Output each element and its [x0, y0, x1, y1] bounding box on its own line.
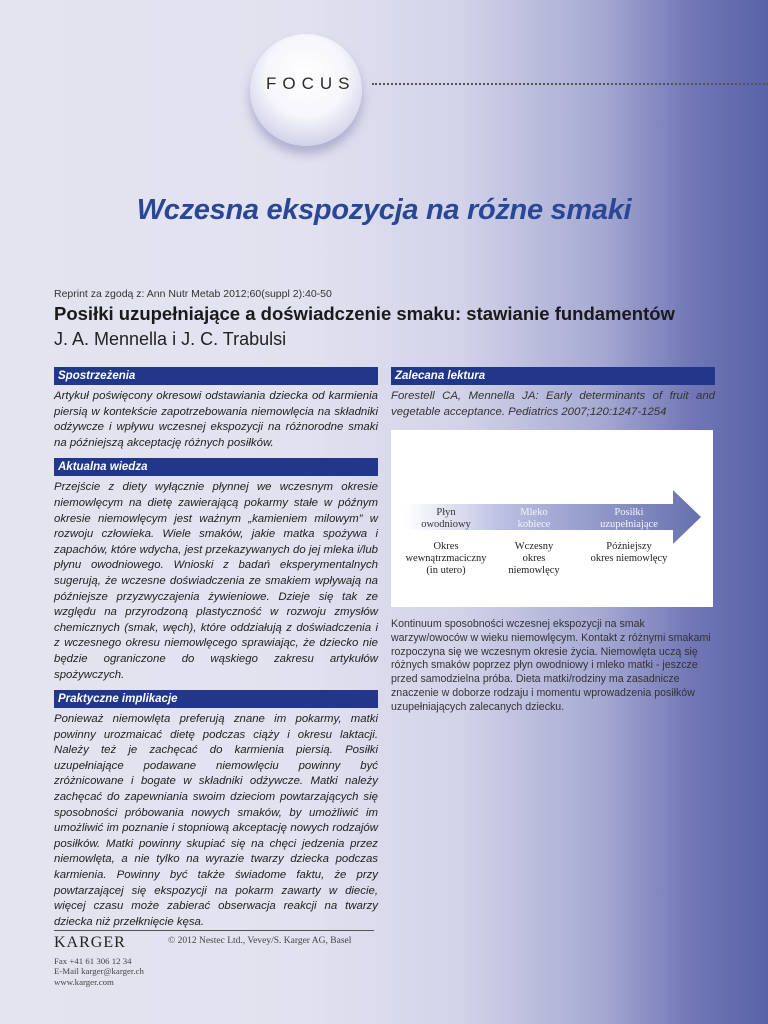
stage-2-bottom-line3: niemowlęcy — [508, 565, 560, 576]
stage-3-top — [589, 507, 669, 531]
stage-1-top-line2: owodniowy — [421, 519, 471, 530]
right-column — [391, 367, 715, 420]
section-heading-reading: Zalecana lektura — [391, 367, 715, 385]
stage-3-bottom-line1: Późniejszy — [606, 541, 652, 552]
section-text-observations: Artykuł poświęcony okresowi odstawiania dziecka od karmienia piersią w kontekście zapotrzebowania niemowlęcia na składniki odżywcze i wpływu wczesnej ekspozycji na różnorodne smaki na późniejszą akceptację różnych posiłków. — [54, 390, 378, 449]
figure-caption: Kontinuum sposobności wczesnej ekspozycji na smak warzyw/owoców w wieku niemowlęcym. Kontakt z różnymi smakami rozpoczyna się we wczesnym okresie życia. Niemowlęta uczą się różnych smaków poprzez płyn owodniowy i mleko matki - jeszcze przed samodzielna próba. Dieta matki/rodziny ma zasadnicze znaczenie w doborze rodzaju i momentu wprowadzenia posiłków uzupełniających zalecanych dziecku. — [391, 618, 711, 713]
stage-2-bottom-line1: Wczesny — [514, 541, 554, 552]
page-title: Wczesna ekspozycja na różne smaki — [136, 194, 632, 226]
stage-3-top-line2: uzupełniające — [600, 519, 658, 530]
section-heading-current-knowledge: Aktualna wiedza — [54, 458, 378, 476]
publisher-contact — [54, 956, 144, 987]
contact-fax: Fax +41 61 306 12 34 — [54, 956, 132, 966]
section-text-current-knowledge: Przejście z diety wyłącznie płynnej we wczesnym okresie niemowlęcym na dietę zawierającą pokarmy stałe w późnym okresie niemowlęcym jest ważnym „kamieniem milowym” w rozwoju człowieka. Wiele smaków, jakie matka spożywa i zapachów, które wdycha, jest przekazywanych do jej mleka i/lub płynu owodniowego. Wnioski z badań eksperymentalnych sugerują, że wczesne doświadczenia ze smakiem wpływają na późniejsze przyzwyczajenia żywieniowe. Dzieje się tak ze względu na przyrodzoną plastyczność w rozwoju zmysłów chemicznych (smak, węch), które oddziałują z doświadczenia i z wczesnego okresu niemowlęcego sprawiając, że dziecko nie będzie ograniczone do wąskiego zakresu artykułów spożywczych. — [54, 481, 378, 681]
stage-1-bottom-line3: (in utero) — [426, 565, 466, 576]
focus-label: FOCUS — [266, 74, 356, 93]
footer-divider — [54, 930, 374, 931]
contact-email: E-Mail karger@karger.ch — [54, 966, 144, 977]
dotted-divider — [372, 83, 768, 85]
article-title: Posiłki uzupełniające a doświadczenie smaku: stawianie fundamentów — [54, 303, 675, 324]
section-text-practical: Ponieważ niemowlęta preferują znane im pokarmy, matki powinny urozmaicać dietę podczas ciąży i okresu laktacji. Należy też je zachęcać do karmienia piersią. Posiłki uzupełniające podawane niemowlęciu powinny być zróżnicowane i bogate w składniki odżywcze. Matki należy zachęcać do zapewniania swoim dzieciom powtarzających się sposobności próbowania nowych smaków, by umożliwić im umożliwić im poznanie i stopniową akceptację nowych rodzajów posiłków. Matki powinny skupiać się na chęci jedzenia przez niemowlęta, a nie tylko na wyrazie twarzy dziecka podczas karmienia. Powinny być także świadome faktu, że przy powtarzającej się ekspozycji na pokarm zawarty w diecie, więcej czasu może zabierać obserwacja reakcji na twarzy dziecka niż przełknięcie kęsa. — [54, 713, 378, 928]
section-heading-practical: Praktyczne implikacje — [54, 690, 378, 708]
reading-reference: Forestell CA, Mennella JA: Early determinants of fruit and vegetable acceptance. Pediatrics 2007;120:1247-1254 — [391, 390, 715, 418]
reprint-note: Reprint za zgodą z: Ann Nutr Metab 2012;60(suppl 2):40-50 — [54, 288, 332, 300]
stage-1-bottom — [393, 541, 499, 577]
publisher-logo: KARGER — [54, 934, 126, 951]
authors: J. A. Mennella i J. C. Trabulsi — [54, 329, 287, 349]
copyright-note: © 2012 Nestec Ltd., Vevey/S. Karger AG, Basel — [168, 936, 352, 946]
stage-1-top-line1: Płyn — [436, 507, 456, 518]
stage-3-top-line1: Posiłki — [614, 507, 644, 518]
stage-2-bottom-line2: okres — [522, 553, 546, 564]
continuum-figure — [391, 430, 713, 607]
left-column — [54, 367, 378, 937]
section-heading-observations: Spostrzeżenia — [54, 367, 378, 385]
stage-1-top — [413, 507, 479, 531]
stage-2-top-line2: kobiece — [517, 519, 551, 530]
stage-2-bottom — [499, 541, 569, 577]
stage-2-top — [499, 507, 569, 531]
stage-1-bottom-line1: Okres — [433, 541, 459, 552]
stage-1-bottom-line2: wewnątrzmaciczny — [405, 553, 487, 564]
contact-web: www.karger.com — [54, 976, 114, 987]
stage-3-bottom-line2: okres niemowlęcy — [590, 553, 668, 564]
stage-3-bottom — [577, 541, 681, 565]
stage-2-top-line1: Mleko — [520, 507, 548, 518]
